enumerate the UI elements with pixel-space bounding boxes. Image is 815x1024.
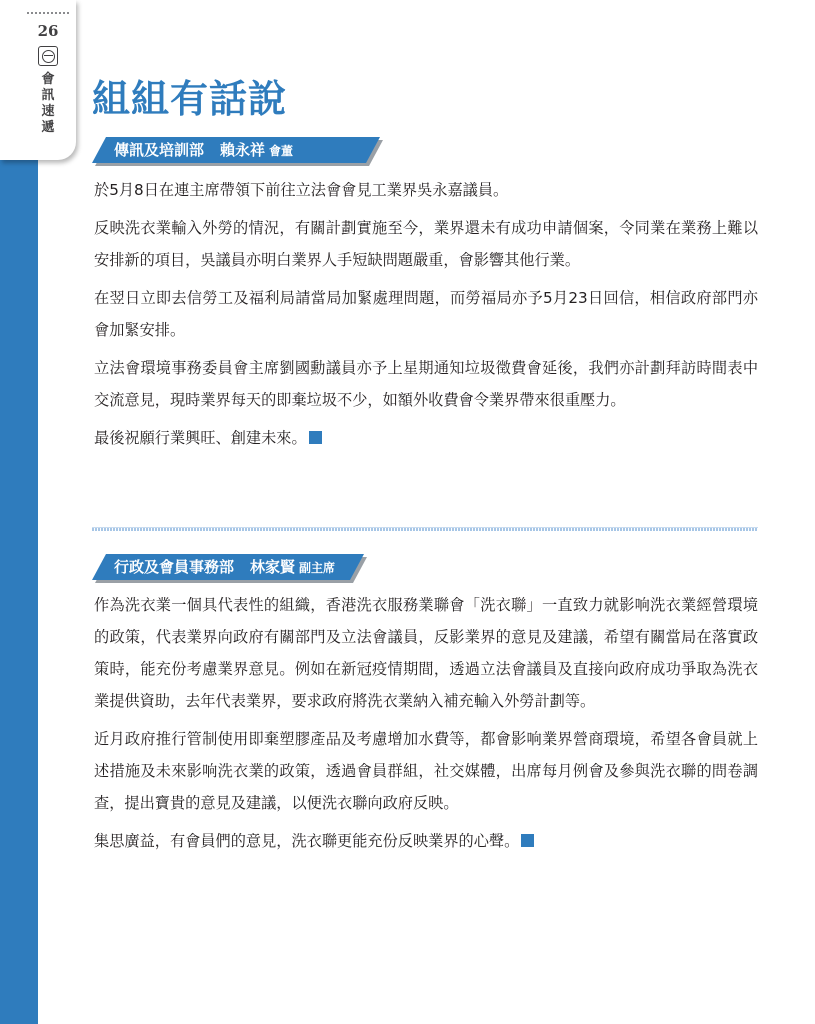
page-tab (0, 0, 76, 160)
article-2 (94, 589, 758, 863)
section-label: 會 訊 速 遞 (41, 72, 55, 135)
section-banner-1 (92, 137, 380, 163)
paragraph: 立法會環境事務委員會主席劉國勳議員亦予上星期通知垃圾徵費會延後，我們亦計劃拜訪時間表中交流意見，現時業界每天的即棄垃圾不少，如額外收費會令業界帶來很重壓力。 (94, 359, 758, 409)
person-name: 林家賢 (250, 558, 296, 576)
department-name: 行政及會員事務部 (114, 558, 235, 576)
paragraph-closing (94, 422, 758, 454)
paragraph: 作為洗衣業一個具代表性的組織，香港洗衣服務業聯會「洗衣聯」一直致力就影响洗衣業經營環境的政策，代表業界向政府有關部門及立法會議員，反影業界的意見及建議，希望有關當局在落實政策時，能充份考慮業界意見。例如在新冠疫情期間，透過立法會議員及直接向政府成功爭取為洗衣業提供資助，去年代表業界，要求政府將洗衣業納入補充輸入外勞計劃等。 (94, 596, 758, 710)
department-name: 傳訊及培訓部 (114, 141, 205, 159)
paragraph: 於5月8日在連主席帶領下前往立法會會見工業界吳永嘉議員。 (94, 181, 509, 199)
person-name: 賴永祥 (220, 141, 266, 159)
end-mark-icon (521, 834, 534, 847)
paragraph: 近月政府推行管制使用即棄塑膠產品及考慮增加水費等，都會影响業界營商環境，希望各會員就上述措施及未來影响洗衣業的政策，透過會員群組，社交媒體，出席每月例會及參與洗衣聯的問卷調查，提出寶貴的意見及建議，以便洗衣聯向政府反映。 (94, 730, 758, 812)
paragraph: 在翌日立即去信勞工及福利局請當局加緊處理問題，而勞福局亦予5月23日回信，相信政府部門亦會加緊安排。 (94, 289, 758, 339)
article-1 (94, 174, 758, 460)
paragraph-closing (94, 825, 758, 857)
section-divider (92, 527, 758, 531)
closing-text: 集思廣益，有會員們的意見，洗衣聯更能充份反映業界的心聲。 (94, 832, 520, 850)
association-logo-icon (38, 46, 58, 66)
page-title: 組組有話說 (92, 77, 288, 121)
section-banner-2 (92, 554, 364, 580)
dotted-rule (26, 12, 70, 14)
page-number: 26 (37, 22, 59, 40)
closing-text: 最後祝願行業興旺、創建未來。 (94, 429, 307, 447)
paragraph: 反映洗衣業輸入外勞的情況，有關計劃實施至今，業界還未有成功申請個案，令同業在業務上難以安排新的項目，吳議員亦明白業界人手短缺問題嚴重，會影響其他行業。 (94, 219, 758, 269)
person-role: 副主席 (299, 561, 336, 575)
person-role: 會董 (269, 144, 294, 158)
end-mark-icon (309, 431, 322, 444)
